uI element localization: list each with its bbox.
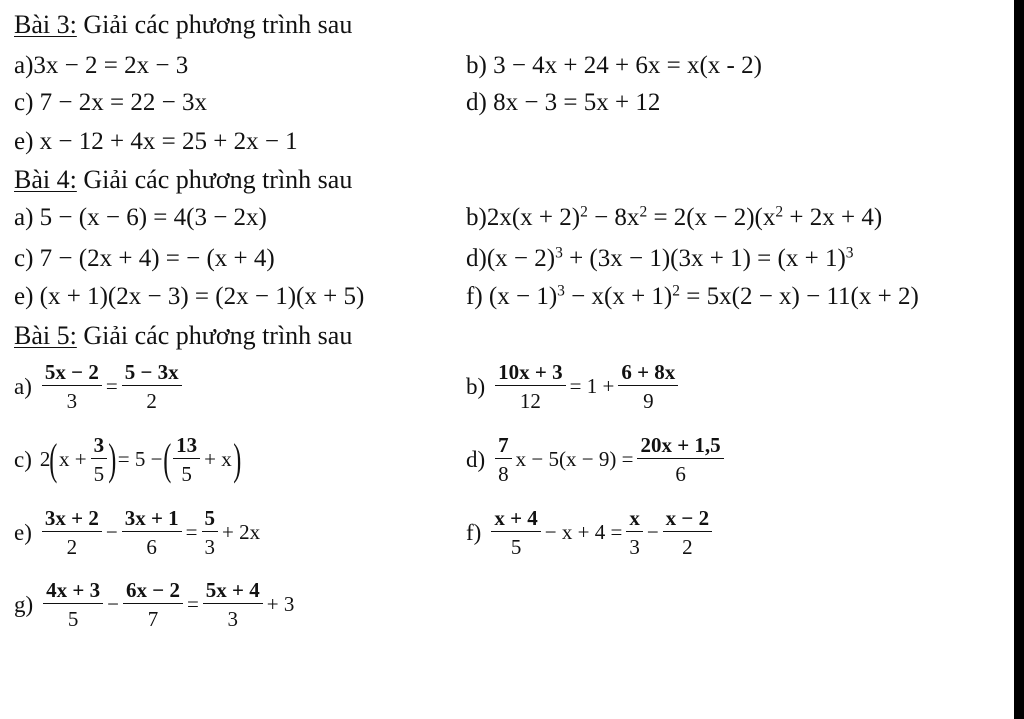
bai5-title-rest: Giải các phương trình sau <box>76 321 353 350</box>
bai5-heading <box>14 321 352 351</box>
fraction: $\frac{5x - 2}{3}$ <box>42 360 102 413</box>
bai4-title-rest: Giải các phương trình sau <box>76 165 353 194</box>
bai4-problem-f: f) $(x - 1)^3 - x(x + 1)^2 = 5x(2 - x) - 11(x + 2)$ <box>466 282 919 310</box>
fraction: $\frac{20x + 1,5}{6}$ <box>637 433 723 486</box>
fraction: $\frac{10x + 3}{12}$ <box>495 360 565 413</box>
fraction: $\frac{5x + 4}{3}$ <box>203 578 263 631</box>
fraction: $\frac{7}{8}$ <box>495 433 512 486</box>
bai5-problem-f: f) $\frac{x + 4}{5}$ − x + 4 = $\frac{x}{3}$ − $\frac{x - 2}{2}$ <box>466 506 714 559</box>
fraction: $\frac{3}{5}$ <box>91 433 108 486</box>
fraction: $\frac{x + 4}{5}$ <box>491 506 540 559</box>
fraction: $\frac{6x - 2}{7}$ <box>123 578 183 631</box>
bai5-problem-d: d) $\frac{7}{8}$ x − 5(x − 9) = $\frac{20x + 1,5}{6}$ <box>466 433 726 486</box>
fraction: $\frac{x - 2}{2}$ <box>663 506 712 559</box>
bai3-problem-a: a)3x − 2 = 2x − 3 <box>14 52 189 79</box>
bai4-problem-b: $b)2x(x + 2)^2 - 8x^2 = 2(x - 2)(x^2 + 2x + 4)$ <box>466 203 883 231</box>
bai3-problem-c: c) 7 − 2x = 22 − 3x <box>14 89 207 116</box>
fraction: $\frac{4x + 3}{5}$ <box>43 578 103 631</box>
bai4-problem-d: $d)(x - 2)^3 + (3x - 1)(3x + 1) = (x + 1)^3$ <box>466 244 854 272</box>
bai4-problem-a: a) 5 − (x − 6) = 4(3 − 2x) <box>14 204 267 231</box>
bai5-problem-b: b) $\frac{10x + 3}{12}$ = 1 + $\frac{6 + 8x}{9}$ <box>466 360 680 413</box>
fraction: $\frac{x}{3}$ <box>626 506 643 559</box>
bai3-problem-e: e) x − 12 + 4x = 25 + 2x − 1 <box>14 128 298 155</box>
bai4-problem-c: c) 7 − (2x + 4) = − (x + 4) <box>14 245 275 272</box>
bai5-problem-g: g) $\frac{4x + 3}{5}$ − $\frac{6x - 2}{7}$ = $\frac{5x + 4}{3}$ + 3 <box>14 578 295 631</box>
right-edge-border <box>1014 0 1024 719</box>
bai5-problem-e: e) $\frac{3x + 2}{2}$ − $\frac{3x + 1}{6}$ = $\frac{5}{3}$ + 2x <box>14 506 261 559</box>
fraction: $\frac{3x + 1}{6}$ <box>122 506 182 559</box>
bai3-problem-d: d) 8x − 3 = 5x + 12 <box>466 89 661 116</box>
bai3-title-rest: Giải các phương trình sau <box>76 10 353 39</box>
fraction: $\frac{3x + 2}{2}$ <box>42 506 102 559</box>
bai3-heading <box>14 10 352 40</box>
bai3-problem-b: b) 3 − 4x + 24 + 6x = x(x - 2) <box>466 52 762 79</box>
bai5-title: Bài 5: <box>14 321 77 350</box>
bai5-problem-a: a) $\frac{5x - 2}{3}$ = $\frac{5 - 3x}{2}$ <box>14 360 184 413</box>
fraction: $\frac{5}{3}$ <box>202 506 219 559</box>
bai5-problem-c: c) 2 ( x + $\frac{3}{5}$ ) = 5 − ( $\frac{13}{5}$ + x ) <box>14 433 242 486</box>
fraction: $\frac{5 - 3x}{2}$ <box>122 360 182 413</box>
bai3-title: Bài 3: <box>14 10 77 39</box>
bai4-heading <box>14 165 352 195</box>
bai4-title: Bài 4: <box>14 165 77 194</box>
fraction: $\frac{13}{5}$ <box>173 433 200 486</box>
bai4-problem-e: e) (x + 1)(2x − 3) = (2x − 1)(x + 5) <box>14 283 365 310</box>
fraction: $\frac{6 + 8x}{9}$ <box>618 360 678 413</box>
